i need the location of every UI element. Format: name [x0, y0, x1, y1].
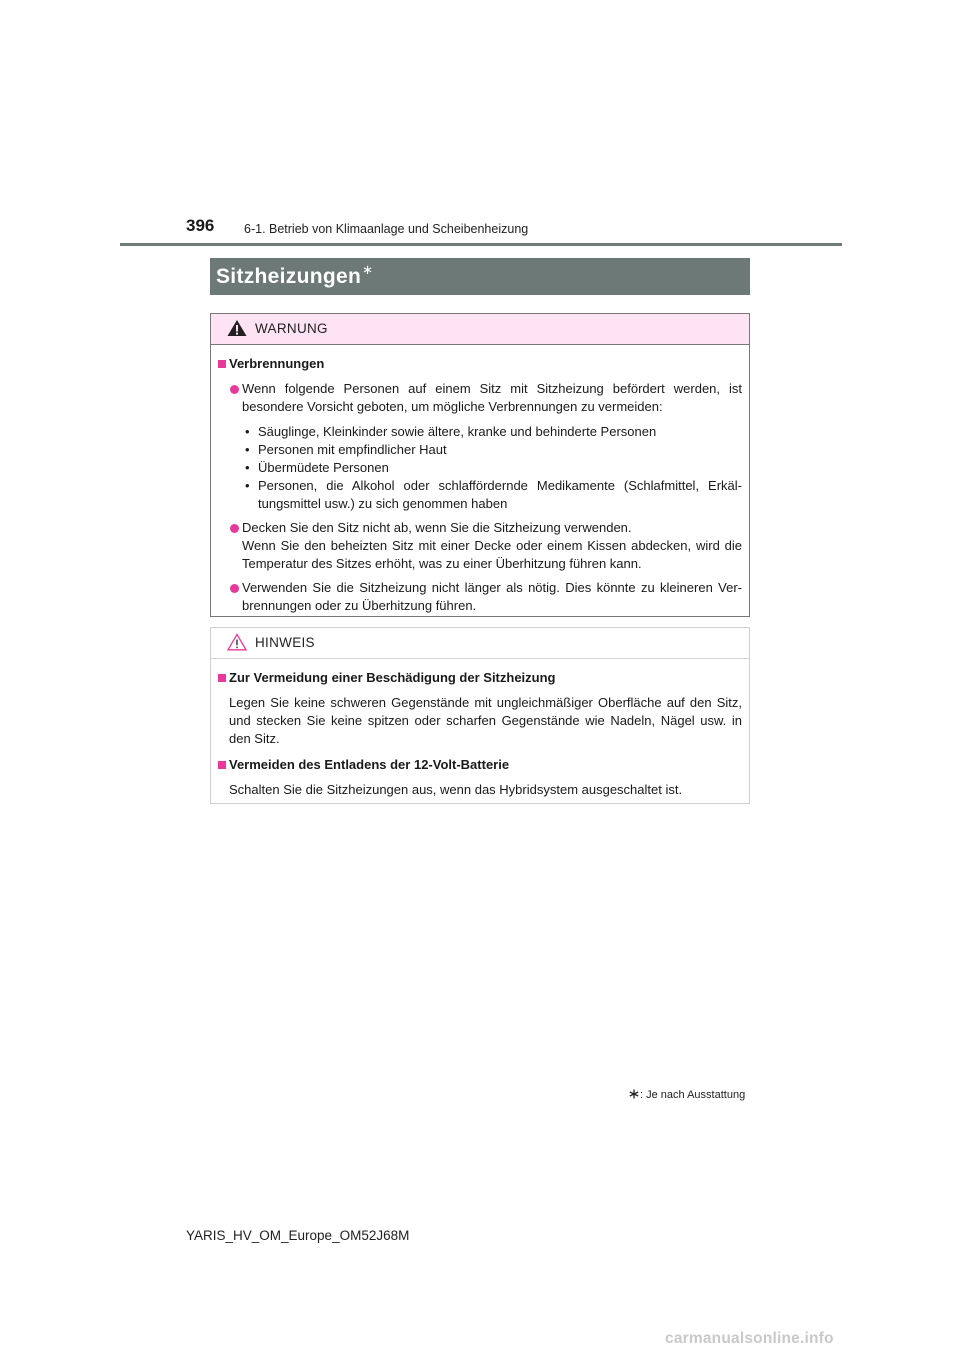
warning-item-text: Verwenden Sie die Sitzheizung nicht länger als nötig. Dies könnte zu kleineren Ver-brennungen oder zu Überhitzung führen.	[242, 580, 742, 613]
warning-item-text: Wenn folgende Personen auf einem Sitz mit Sitzheizung befördert werden, ist besondere Vorsicht geboten, um mögliche Verbrennungen zu vermeiden:	[242, 381, 742, 414]
list-item: • Personen, die Alkohol oder schlaffördernde Medikamente (Schlafmittel, Erkäl-tungsmittel usw.) zu sich genommen haben	[245, 478, 742, 511]
list-item: • Personen mit empfindlicher Haut	[245, 442, 447, 457]
notice-body	[211, 659, 749, 799]
optional-equipment-mark: ∗	[362, 262, 373, 277]
document-code: YARIS_HV_OM_Europe_OM52J68M	[186, 1228, 410, 1243]
list-item: • Säuglinge, Kleinkinder sowie ältere, kranke und behinderte Personen	[245, 424, 657, 439]
chapter-title: 6-1. Betrieb von Klimaanlage und Scheibenheizung	[244, 222, 529, 236]
list-item: • Übermüdete Personen	[245, 460, 389, 475]
round-bullet-icon	[230, 584, 239, 593]
notice-subheading	[218, 756, 742, 774]
square-bullet-icon	[218, 360, 226, 368]
warning-item	[218, 380, 742, 513]
page-number: 396	[186, 216, 215, 235]
header-rule	[120, 243, 842, 246]
warning-item-text: Wenn Sie den beheizten Sitz mit einer Decke oder einem Kissen abdecken, wird die Temperatur des Sitzes erhöht, was zu einer Überhitzung führen kann.	[242, 538, 742, 571]
risk-group-list	[242, 423, 742, 513]
warning-box	[210, 313, 750, 617]
round-bullet-icon	[230, 385, 239, 394]
watermark: carmanualsonline.info	[665, 1330, 834, 1347]
warning-subheading-text: Verbrennungen	[229, 356, 325, 371]
square-bullet-icon	[218, 761, 226, 769]
warning-item	[218, 519, 742, 573]
warning-header	[211, 314, 749, 345]
asterisk-icon	[629, 1089, 639, 1099]
round-bullet-icon	[230, 524, 239, 533]
warning-item-text: Decken Sie den Sitz nicht ab, wenn Sie die Sitzheizung verwenden.	[242, 520, 632, 535]
warning-body	[211, 345, 749, 615]
warning-item	[218, 579, 742, 615]
section-banner	[210, 258, 750, 295]
warning-subheading	[218, 355, 742, 373]
section-title: Sitzheizungen	[216, 265, 362, 288]
notice-triangle-icon	[227, 633, 247, 651]
warning-title: WARNUNG	[255, 321, 328, 336]
notice-text: Schalten Sie die Sitzheizungen aus, wenn das Hybridsystem ausgeschaltet ist.	[229, 782, 683, 797]
warning-triangle-icon	[227, 319, 247, 337]
notice-subheading-text: Vermeiden des Entladens der 12-Volt-Batterie	[229, 757, 510, 772]
notice-text: Legen Sie keine schweren Gegenstände mit ungleichmäßiger Oberfläche auf den Sitz, und stecken Sie keine spitzen oder scharfen Gegenstände wie Nadeln, Nägel usw. in den Sitz.	[229, 695, 742, 746]
page-header	[0, 0, 960, 250]
notice-box	[210, 627, 750, 804]
square-bullet-icon	[218, 674, 226, 682]
footnote-text: : Je nach Ausstattung	[640, 1089, 746, 1101]
footnote	[629, 1089, 745, 1101]
notice-title: HINWEIS	[255, 635, 315, 650]
notice-subheading-text: Zur Vermeidung einer Beschädigung der Sitzheizung	[229, 670, 556, 685]
notice-header	[211, 628, 749, 659]
notice-subheading	[218, 669, 742, 687]
